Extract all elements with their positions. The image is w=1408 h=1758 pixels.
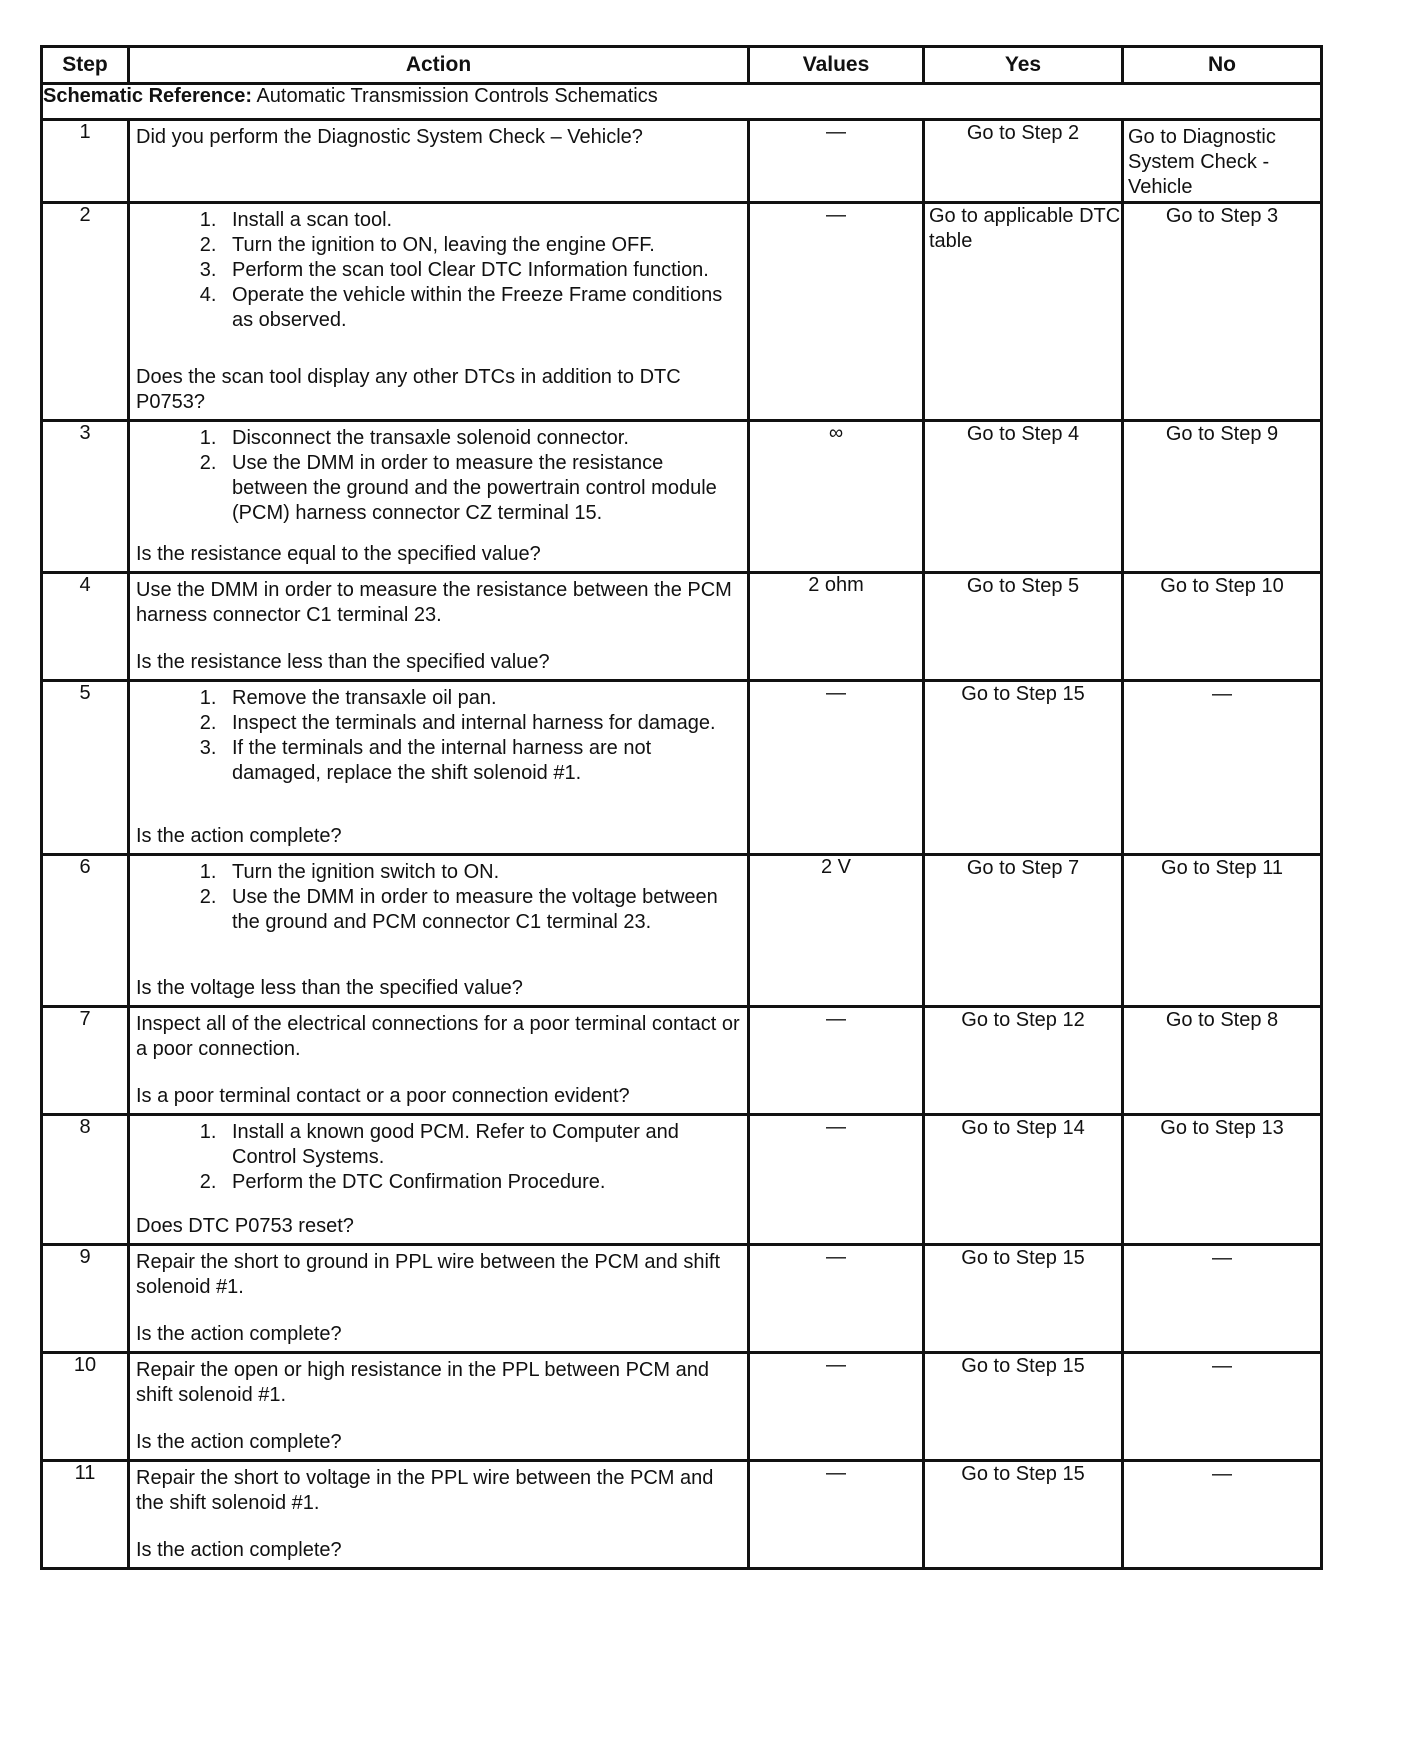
- yes-result: Go to Step 15: [924, 681, 1123, 855]
- instruction-item: 2. Turn the ignition to ON, leaving the engine OFF.: [222, 233, 741, 258]
- yes-result: Go to Step 15: [924, 1353, 1123, 1461]
- instruction-list: [136, 208, 741, 333]
- question-text: Does DTC P0753 reset?: [136, 1215, 354, 1237]
- action-instructions: [136, 208, 741, 333]
- action-instructions: [136, 426, 741, 526]
- instruction-item: 4. Operate the vehicle within the Freeze Frame conditions as observed.: [222, 283, 741, 333]
- instruction-list: [136, 686, 741, 786]
- step-number: 3: [42, 421, 129, 573]
- schematic-label: Schematic Reference:: [43, 85, 252, 107]
- action-content: [130, 1354, 747, 1459]
- yes-result: Go to Step 5: [924, 573, 1123, 681]
- action-cell: [129, 1353, 749, 1461]
- header-no: No: [1123, 47, 1322, 84]
- spec-value: —: [749, 1245, 924, 1353]
- step-number: 4: [42, 573, 129, 681]
- instruction-text: Repair the short to ground in PPL wire between the PCM and shift solenoid #1.: [136, 1251, 721, 1298]
- instruction-text: Repair the open or high resistance in the PPL between PCM and shift solenoid #1.: [136, 1359, 709, 1406]
- yes-result: Go to Step 14: [924, 1115, 1123, 1245]
- action-instructions: [136, 1012, 741, 1062]
- step-number: 2: [42, 203, 129, 421]
- action-instructions: [136, 686, 741, 786]
- schematic-reference: [42, 84, 1322, 120]
- table-row: [42, 1115, 1322, 1245]
- header-values: Values: [749, 47, 924, 84]
- yes-result: Go to Step 7: [924, 855, 1123, 1007]
- header-step: Step: [42, 47, 129, 84]
- question-text: Is the action complete?: [136, 1539, 342, 1561]
- header-yes: Yes: [924, 47, 1123, 84]
- no-result: Go to Step 13: [1123, 1115, 1322, 1245]
- table-row: [42, 855, 1322, 1007]
- spec-value: —: [749, 1115, 924, 1245]
- no-result: Go to Step 3: [1123, 203, 1322, 421]
- no-result: Go to Step 10: [1123, 573, 1322, 681]
- step-number: 10: [42, 1353, 129, 1461]
- action-content: [130, 204, 747, 419]
- action-content: [130, 422, 747, 571]
- header-action: Action: [129, 47, 749, 84]
- no-result: —: [1123, 1245, 1322, 1353]
- action-cell: [129, 203, 749, 421]
- action-cell: [129, 421, 749, 573]
- question-text: Does the scan tool display any other DTCs in addition to DTC P0753?: [136, 366, 681, 413]
- action-content: [130, 121, 747, 201]
- action-content: [130, 1246, 747, 1351]
- table-row: [42, 1461, 1322, 1569]
- table-row: [42, 203, 1322, 421]
- no-result: —: [1123, 1461, 1322, 1569]
- spec-value: —: [749, 1007, 924, 1115]
- instruction-item: 1. Install a known good PCM. Refer to Computer and Control Systems.: [222, 1120, 741, 1170]
- instruction-item: 2. Use the DMM in order to measure the resistance between the ground and the powertrain control module (PCM) harness connector CZ terminal 15.: [222, 451, 741, 526]
- table-row: [42, 573, 1322, 681]
- step-number: 11: [42, 1461, 129, 1569]
- instruction-item: 3. Perform the scan tool Clear DTC Information function.: [222, 258, 741, 283]
- step-number: 8: [42, 1115, 129, 1245]
- table-row: [42, 1245, 1322, 1353]
- action-cell: [129, 1007, 749, 1115]
- instruction-text: Use the DMM in order to measure the resistance between the PCM harness connector C1 terminal 23.: [136, 579, 732, 626]
- yes-result: Go to applicable DTC table: [924, 203, 1123, 421]
- instruction-item: 1. Remove the transaxle oil pan.: [222, 686, 741, 711]
- action-content: [130, 682, 747, 853]
- spec-value: —: [749, 681, 924, 855]
- action-instructions: [136, 860, 741, 935]
- step-number: 7: [42, 1007, 129, 1115]
- action-instructions: [136, 1120, 741, 1195]
- action-content: [130, 1116, 747, 1243]
- instruction-list: [136, 860, 741, 935]
- instruction-text: Repair the short to voltage in the PPL wire between the PCM and the shift solenoid #1.: [136, 1467, 714, 1514]
- spec-value: —: [749, 120, 924, 203]
- header-row: [42, 47, 1322, 84]
- no-result: Go to Step 9: [1123, 421, 1322, 573]
- schematic-text: Automatic Transmission Controls Schematics: [256, 85, 658, 107]
- action-cell: [129, 1115, 749, 1245]
- action-cell: [129, 573, 749, 681]
- no-result: Go to Step 8: [1123, 1007, 1322, 1115]
- question-text: Is the resistance less than the specified value?: [136, 651, 550, 673]
- table-row: [42, 120, 1322, 203]
- yes-result: Go to Step 15: [924, 1245, 1123, 1353]
- step-number: 1: [42, 120, 129, 203]
- question-text: Is a poor terminal contact or a poor connection evident?: [136, 1085, 630, 1107]
- question-text: Is the action complete?: [136, 825, 342, 847]
- action-content: [130, 1008, 747, 1113]
- question-text: Is the voltage less than the specified value?: [136, 977, 523, 999]
- yes-result: Go to Step 15: [924, 1461, 1123, 1569]
- no-result: —: [1123, 1353, 1322, 1461]
- instruction-item: 3. If the terminals and the internal harness are not damaged, replace the shift solenoid #1.: [222, 736, 741, 786]
- instruction-list: [136, 1120, 741, 1195]
- step-number: 9: [42, 1245, 129, 1353]
- action-cell: [129, 1245, 749, 1353]
- spec-value: —: [749, 203, 924, 421]
- action-cell: [129, 681, 749, 855]
- table-row: [42, 681, 1322, 855]
- question-text: Is the action complete?: [136, 1323, 342, 1345]
- step-number: 5: [42, 681, 129, 855]
- instruction-item: 2. Use the DMM in order to measure the voltage between the ground and PCM connector C1 terminal 23.: [222, 885, 741, 935]
- spec-value: 2 V: [749, 855, 924, 1007]
- yes-result: Go to Step 12: [924, 1007, 1123, 1115]
- spec-value: —: [749, 1353, 924, 1461]
- table-row: [42, 421, 1322, 573]
- action-cell: [129, 855, 749, 1007]
- no-result: —: [1123, 681, 1322, 855]
- instruction-item: 2. Perform the DTC Confirmation Procedure.: [222, 1170, 741, 1195]
- action-cell: [129, 1461, 749, 1569]
- yes-result: Go to Step 2: [924, 120, 1123, 203]
- table-row: [42, 1007, 1322, 1115]
- instruction-item: 1. Install a scan tool.: [222, 208, 741, 233]
- instruction-item: 2. Inspect the terminals and internal harness for damage.: [222, 711, 741, 736]
- action-instructions: [136, 1466, 741, 1516]
- instruction-text: Inspect all of the electrical connections for a poor terminal contact or a poor connection.: [136, 1013, 740, 1060]
- action-content: [130, 856, 747, 1005]
- no-result: Go to Step 11: [1123, 855, 1322, 1007]
- spec-value: —: [749, 1461, 924, 1569]
- action-cell: [129, 120, 749, 203]
- action-content: [130, 1462, 747, 1567]
- yes-result: Go to Step 4: [924, 421, 1123, 573]
- action-content: [130, 574, 747, 679]
- step-number: 6: [42, 855, 129, 1007]
- question-text: Did you perform the Diagnostic System Check – Vehicle?: [136, 126, 643, 148]
- no-result: Go to Diagnostic System Check - Vehicle: [1123, 120, 1322, 203]
- spec-value: ∞: [749, 421, 924, 573]
- table-row: [42, 1353, 1322, 1461]
- diagnostic-table: [40, 45, 1323, 1570]
- spec-value: 2 ohm: [749, 573, 924, 681]
- question-text: Is the action complete?: [136, 1431, 342, 1453]
- question-text: Is the resistance equal to the specified value?: [136, 543, 541, 565]
- instruction-item: 1. Turn the ignition switch to ON.: [222, 860, 741, 885]
- schematic-row: [42, 84, 1322, 120]
- instruction-list: [136, 426, 741, 526]
- instruction-item: 1. Disconnect the transaxle solenoid connector.: [222, 426, 741, 451]
- action-instructions: [136, 578, 741, 628]
- action-instructions: [136, 1358, 741, 1408]
- action-instructions: [136, 1250, 741, 1300]
